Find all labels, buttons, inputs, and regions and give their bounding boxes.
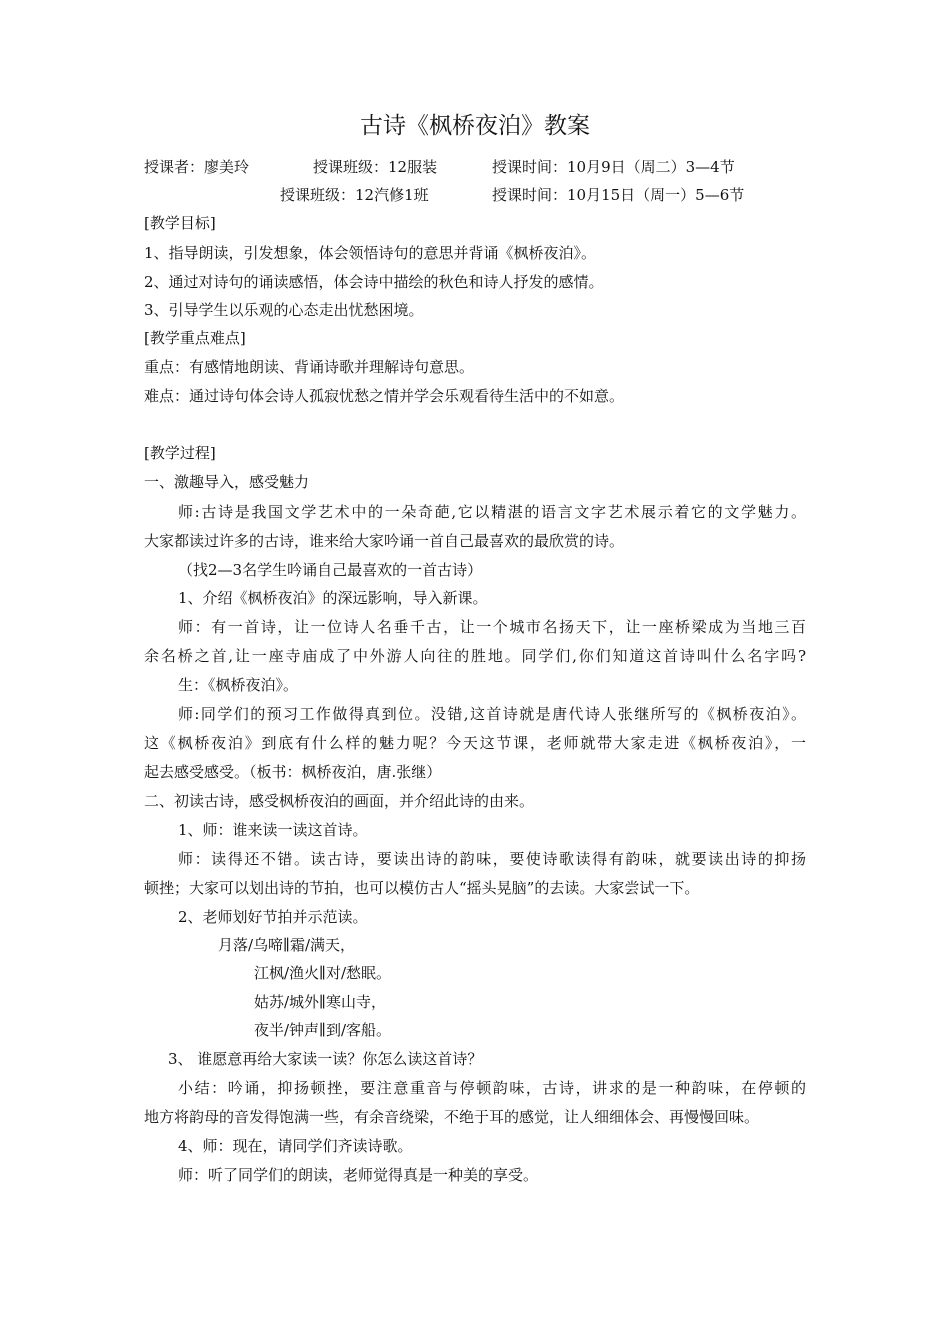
- paragraph-line: 这《枫桥夜泊》到底有什么样的魅力呢？今天这节课，老师就带大家走进《枫桥夜泊》，一: [144, 734, 806, 752]
- paragraph-line: 地方将韵母的音发得饱满一些，有余音绕梁，不绝于耳的感觉，让人细细体会、再慢慢回味。: [144, 1108, 760, 1126]
- key-point: 重点：有感情地朗读、背诵诗歌并理解诗句意思。: [144, 358, 475, 376]
- process-heading: [教学过程]: [144, 444, 216, 462]
- paragraph-line: 大家都读过许多的古诗，谁来给大家吟诵一首自己最喜欢的最欣赏的诗。: [144, 532, 625, 550]
- class-info-1: 授课班级：12服装: [313, 158, 438, 176]
- goal-item: 3、引导学生以乐观的心态走出忧愁困境。: [144, 301, 424, 319]
- paragraph-line: 3、 谁愿意再给大家读一读？你怎么读这首诗？: [168, 1050, 483, 1068]
- paragraph-line: 顿挫；大家可以划出诗的节拍，也可以模仿古人“摇头晃脑”的去读。大家尝试一下。: [144, 879, 700, 897]
- paragraph-line: 余名桥之首,让一座寺庙成了中外游人向往的胜地。同学们,你们知道这首诗叫什么名字吗?: [144, 647, 806, 665]
- difficulty-point: 难点：通过诗句体会诗人孤寂忧愁之情并学会乐观看待生活中的不如意。: [144, 387, 625, 405]
- poem-line: 夜半/钟声∥到/客船。: [254, 1021, 392, 1039]
- teacher-name: 授课者：廖美玲: [144, 158, 250, 176]
- keypoints-heading: [教学重点难点]: [144, 329, 246, 347]
- goal-item: 2、通过对诗句的诵读感悟，体会诗中描绘的秋色和诗人抒发的感情。: [144, 273, 604, 291]
- goals-heading: [教学目标]: [144, 214, 216, 232]
- paragraph-line: 2、老师划好节拍并示范读。: [178, 908, 368, 926]
- paragraph-line: 师：有一首诗，让一位诗人名垂千古，让一个城市名扬天下，让一座桥梁成为当地三百: [178, 618, 806, 636]
- time-info-1: 授课时间：10月9日（周二）3—4节: [492, 158, 735, 176]
- paragraph-line: 师：读得还不错。读古诗，要读出诗的韵味，要使诗歌读得有韵味，就要读出诗的抑扬: [178, 850, 806, 868]
- poem-line: 江枫/渔火∥对/愁眠。: [254, 964, 392, 982]
- lesson-meta-row-1: [0, 157, 950, 177]
- paragraph-line: 师:古诗是我国文学艺术中的一朵奇葩,它以精湛的语言文字艺术展示着它的文学魅力。: [178, 503, 806, 521]
- class-info-2: 授课班级：12汽修1班: [280, 186, 429, 204]
- poem-line: 月落/乌啼∥霜/满天，: [218, 936, 356, 954]
- document-title: 古诗《枫桥夜泊》教案: [360, 113, 590, 139]
- paragraph-line: 起去感受感受。（板书：枫桥夜泊，唐.张继）: [144, 763, 442, 781]
- lesson-meta-row-2: [0, 185, 950, 205]
- paragraph-line: 师：听了同学们的朗读，老师觉得真是一种美的享受。: [178, 1166, 539, 1184]
- section-1-title: 一、激趣导入，感受魅力: [144, 473, 310, 491]
- paragraph-line: 4、师：现在，请同学们齐读诗歌。: [178, 1137, 413, 1155]
- time-info-2: 授课时间：10月15日（周一）5—6节: [492, 186, 745, 204]
- paragraph-line: 1、介绍《枫桥夜泊》的深远影响，导入新课。: [178, 589, 488, 607]
- paragraph-line: （找2—3名学生吟诵自己最喜欢的一首古诗）: [178, 561, 483, 579]
- paragraph-line: 师:同学们的预习工作做得真到位。没错,这首诗就是唐代诗人张继所写的《枫桥夜泊》。: [178, 705, 806, 723]
- poem-line: 姑苏/城外∥寒山寺，: [254, 993, 386, 1011]
- goal-item: 1、指导朗读，引发想象，体会领悟诗句的意思并背诵《枫桥夜泊》。: [144, 244, 597, 262]
- section-2-title: 二、初读古诗，感受枫桥夜泊的画面，并介绍此诗的由来。: [144, 792, 535, 810]
- paragraph-line: 生：《枫桥夜泊》。: [178, 676, 299, 694]
- paragraph-line: 小结：吟诵，抑扬顿挫，要注意重音与停顿韵味，古诗，讲求的是一种韵味，在停顿的: [178, 1079, 806, 1097]
- paragraph-line: 1、师：谁来读一读这首诗。: [178, 821, 368, 839]
